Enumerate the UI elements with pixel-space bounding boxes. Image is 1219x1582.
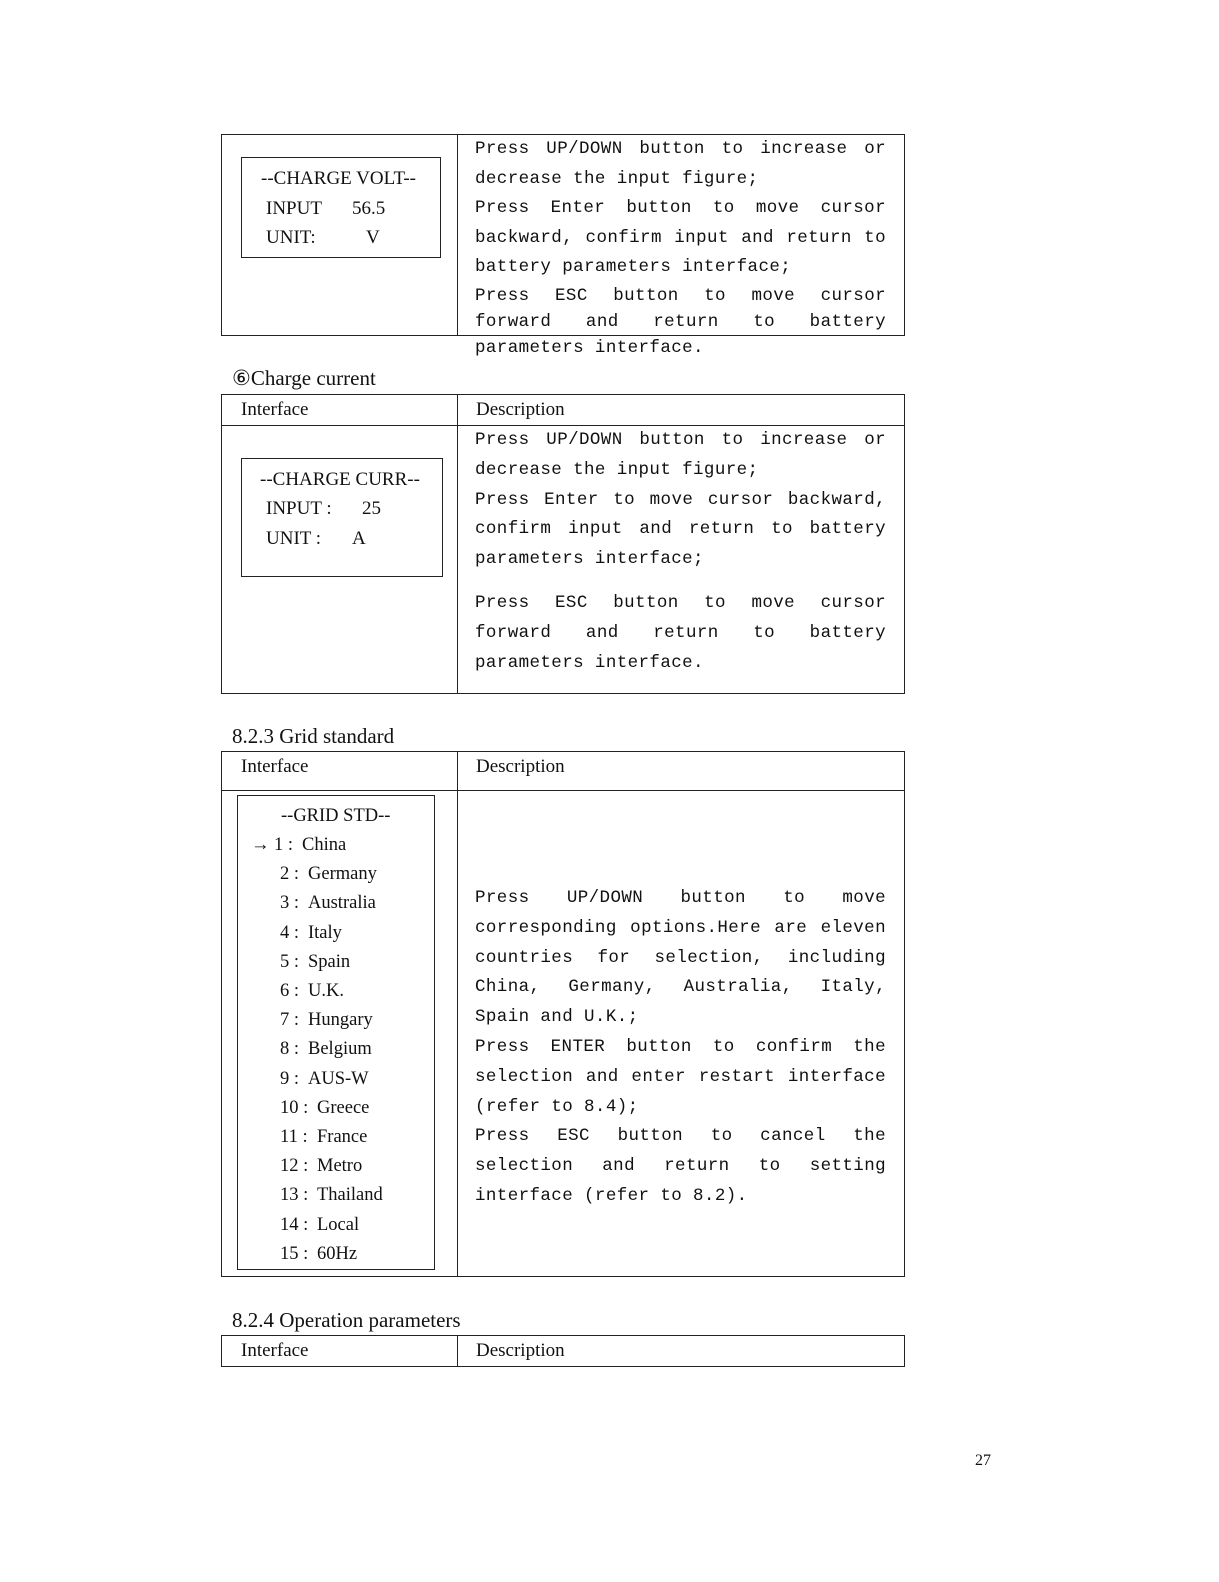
header-description: Description — [476, 756, 565, 777]
grid-option-number: 14 : — [280, 1214, 309, 1235]
lcd-charge-curr — [241, 458, 443, 577]
grid-option-name: Local — [317, 1214, 360, 1235]
grid-option-number: 6 : — [280, 981, 300, 1001]
grid-option-name: Belgium — [308, 1039, 372, 1060]
grid-option-name: Italy — [308, 922, 342, 943]
lcd-unit-value: A — [352, 528, 366, 549]
cursor-arrow-icon: → — [251, 835, 270, 855]
lcd-input-value: 25 — [362, 498, 381, 519]
grid-option-number: 8 : — [280, 1039, 300, 1060]
header-description: Description — [476, 1340, 565, 1361]
lcd-input-value: 56.5 — [352, 198, 386, 219]
grid-option-name: China — [302, 835, 347, 855]
charge-volt-table — [221, 134, 905, 358]
description-cell — [458, 426, 904, 693]
grid-option-number: 5 : — [280, 951, 300, 972]
desc-line: Press Enter to move cursor backward, confirm input and return to battery parameters interface; — [475, 489, 886, 570]
grid-option-name: AUS-W — [308, 1068, 369, 1089]
grid-option-number: 10 : — [280, 1097, 309, 1118]
grid-option-number: 11 : — [280, 1127, 308, 1147]
grid-option-number: 7 : — [280, 1010, 300, 1031]
grid-standard-table — [221, 751, 905, 1277]
grid-option-number: 9 : — [280, 1068, 300, 1089]
grid-option-number: 3 : — [280, 893, 300, 914]
grid-option-number: 15 : — [280, 1243, 309, 1264]
grid-option-number: 12 : — [280, 1156, 309, 1177]
grid-option-name: Thailand — [317, 1185, 383, 1206]
desc-line: Press ESC button to move cursor forward and return to battery parameters interface. — [475, 592, 886, 673]
description-cell — [458, 135, 904, 358]
header-interface: Interface — [222, 395, 458, 425]
desc-line: Press ENTER button to confirm the selection and enter restart interface (refer to 8.4); — [475, 1036, 886, 1117]
grid-option-name: Greece — [317, 1097, 370, 1118]
desc-line: Press UP/DOWN button to move corresponding options.Here are eleven countries for selection, including China, Germany, Australia, Italy, Spain and U.K.; — [475, 888, 886, 1028]
lcd-input-label: INPUT — [266, 198, 322, 219]
charge-current-table — [221, 394, 905, 694]
page-number: 27 — [975, 1452, 991, 1469]
operation-parameters-table — [221, 1335, 905, 1367]
header-interface: Interface — [222, 1336, 458, 1366]
lcd-unit-value: V — [366, 227, 380, 248]
description-cell — [458, 791, 904, 1276]
grid-option-name: France — [317, 1127, 368, 1147]
header-description: Description — [476, 399, 565, 420]
grid-option-name: Spain — [308, 951, 351, 972]
lcd-title: --CHARGE VOLT-- — [261, 168, 416, 189]
grid-option-name: Hungary — [308, 1010, 373, 1031]
lcd-charge-volt — [241, 157, 441, 258]
grid-option-number: 2 : — [280, 864, 300, 885]
lcd-input-label: INPUT : — [266, 498, 332, 519]
grid-option-number: 4 : — [280, 922, 300, 943]
header-interface: Interface — [222, 752, 458, 790]
lcd-unit-label: UNIT: — [266, 227, 316, 248]
lcd-unit-label: UNIT : — [266, 528, 322, 549]
section-title-grid-standard: 8.2.3 Grid standard — [232, 724, 395, 748]
grid-option-name: Australia — [308, 893, 376, 914]
grid-option-name: U.K. — [308, 981, 344, 1001]
desc-line: Press Enter button to move cursor backward, confirm input and return to battery parameters interface; — [475, 198, 886, 277]
lcd-title: --GRID STD-- — [281, 806, 391, 826]
grid-option-number: 13 : — [280, 1185, 309, 1206]
interface-cell — [222, 791, 458, 1276]
lcd-grid-std — [237, 795, 435, 1270]
section-title-charge-current: ⑥Charge current — [232, 366, 376, 390]
desc-line: Press UP/DOWN button to increase or decrease the input figure; — [475, 139, 886, 189]
grid-option-name: Metro — [317, 1156, 363, 1177]
desc-line: Press UP/DOWN button to increase or decrease the input figure; — [475, 430, 886, 480]
grid-option-number: 1 : — [274, 835, 294, 855]
grid-option-name: 60Hz — [317, 1243, 358, 1264]
interface-cell — [222, 426, 458, 693]
grid-option-name: Germany — [308, 864, 377, 885]
desc-line: Press ESC button to cancel the selection and return to setting interface (refer to 8.2). — [475, 1126, 886, 1206]
lcd-title: --CHARGE CURR-- — [260, 469, 420, 490]
desc-line: Press ESC button to move cursor forward and return to battery parameters interface. — [475, 285, 886, 358]
interface-cell — [222, 135, 458, 335]
section-title-operation-parameters: 8.2.4 Operation parameters — [232, 1308, 461, 1332]
